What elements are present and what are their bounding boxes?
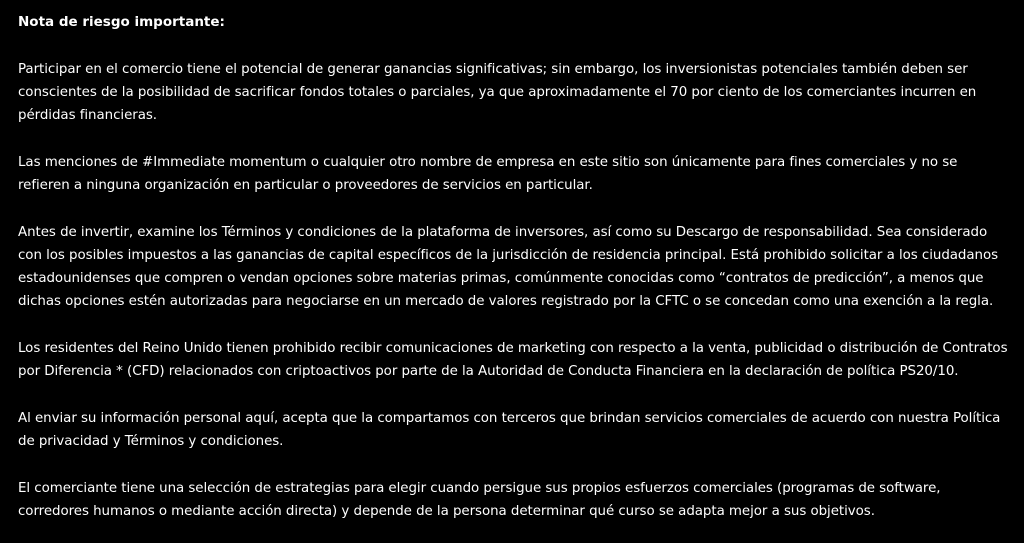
paragraph-uk-residents: Los residentes del Reino Unido tienen prohibido recibir comunicaciones de marketing con respecto a la venta, publicidad o distribución de Contratos por Diferencia * (CFD) relacionados con criptoactivos por parte de la Autoridad de Conducta Financiera en la declaración de política PS20/10. (18, 341, 1008, 379)
paragraph-trading-strategies: El comerciante tiene una selección de estrategias para elegir cuando persigue sus propios esfuerzos comerciales (programas de software, corredores humanos o mediante acción directa) y depende de la persona determinar qué curso se adapta mejor a sus objetivos. (18, 481, 941, 519)
paragraph-trading-risk: Participar en el comercio tiene el potencial de generar ganancias significativas; sin embargo, los inversionistas potenciales también deben ser conscientes de la posibilidad de sacrificar fondos totales o parciales, ya que aproximadamente el 70 por ciento de los comerciantes incurren en pérdidas financieras. (18, 62, 977, 123)
paragraph-company-mentions: Las menciones de #Immediate momentum o cualquier otro nombre de empresa en este sitio son únicamente para fines comerciales y no se refieren a ninguna organización en particular o proveedores de servicios en particular. (18, 155, 958, 193)
paragraph-personal-information: Al enviar su información personal aquí, acepta que la compartamos con terceros que brindan servicios comerciales de acuerdo con nuestra Política de privacidad y Términos y condiciones. (18, 411, 1001, 449)
risk-note-title: Nota de riesgo importante: (18, 14, 225, 30)
paragraph-terms-and-taxes: Antes de invertir, examine los Términos y condiciones de la plataforma de inversores, así como su Descargo de responsabilidad. Sea considerado con los posibles impuestos a las ganancias de capital específicos de la jurisdicción de residencia principal. Está prohibido solicitar a los ciudadanos estadounidenses que compren o vendan opciones sobre materias primas, comúnmente conocidas como “contratos de predicción”, a menos que dichas opciones estén autorizadas para negociarse en un mercado de valores registrado por la CFTC o se concedan como una exención a la regla. (18, 225, 999, 309)
